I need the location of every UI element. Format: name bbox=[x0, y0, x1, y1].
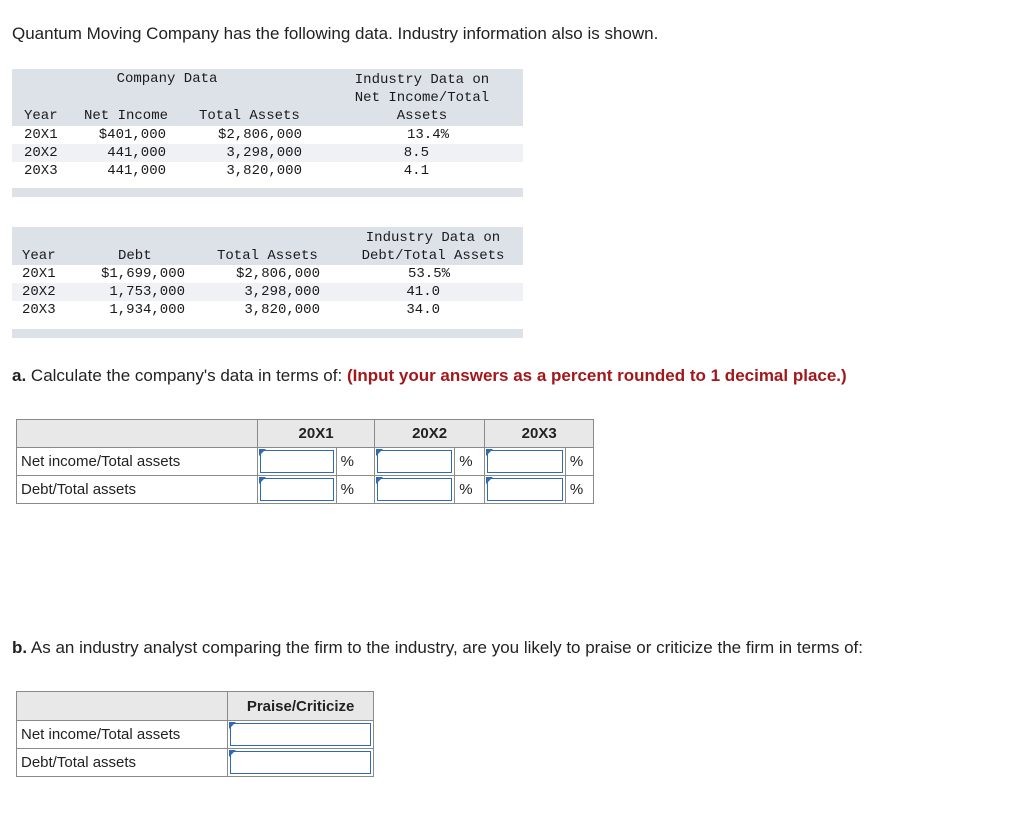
col-year: Year bbox=[22, 248, 56, 264]
col-year: Year bbox=[24, 108, 58, 124]
input-cell bbox=[258, 476, 336, 504]
part-b-text: As an industry analyst comparing the firm to the industry, are you likely to praise or criticize the firm in terms of: bbox=[30, 638, 863, 657]
input-marker-icon bbox=[486, 477, 493, 484]
input-marker-icon bbox=[229, 750, 236, 757]
total-assets-cell: 3,820,000 bbox=[244, 302, 320, 318]
industry-header-line1: Industry Data on bbox=[354, 72, 490, 88]
year-cell: 20X1 bbox=[22, 266, 56, 282]
input-marker-icon bbox=[376, 477, 383, 484]
percent-unit: % bbox=[455, 448, 485, 476]
debt-cell: $1,699,000 bbox=[100, 266, 185, 282]
row-label-debt-total-assets: Debt/Total assets bbox=[17, 749, 228, 777]
industry-cell: 4.1 bbox=[403, 163, 429, 179]
praise-criticize-select-debt[interactable] bbox=[230, 751, 371, 774]
industry-cell: 13.4% bbox=[406, 127, 449, 143]
input-marker-icon bbox=[229, 722, 236, 729]
footer-band bbox=[12, 188, 523, 197]
total-assets-cell: 3,298,000 bbox=[226, 145, 302, 161]
answer-input-debt-20x1[interactable] bbox=[260, 478, 333, 501]
col-debt: Debt bbox=[118, 248, 152, 264]
percent-unit: % bbox=[336, 476, 374, 504]
total-assets-cell: $2,806,000 bbox=[235, 266, 320, 282]
part-a-question bbox=[12, 366, 847, 386]
answer-input-net-income-20x3[interactable] bbox=[487, 450, 562, 473]
input-cell bbox=[485, 476, 565, 504]
row-label-net-income-total-assets: Net income/Total assets bbox=[17, 721, 228, 749]
select-cell bbox=[228, 721, 374, 749]
select-cell bbox=[228, 749, 374, 777]
part-b-answer-table bbox=[16, 691, 374, 777]
industry-header-line1: Industry Data on bbox=[365, 230, 501, 246]
net-income-cell: $401,000 bbox=[98, 127, 166, 143]
col-net-income: Net Income bbox=[84, 108, 169, 124]
answer-input-net-income-20x1[interactable] bbox=[260, 450, 333, 473]
total-assets-cell: 3,298,000 bbox=[244, 284, 320, 300]
company-data-header: Company Data bbox=[116, 71, 218, 87]
part-a-answer-table bbox=[16, 419, 594, 504]
year-cell: 20X2 bbox=[22, 284, 56, 300]
part-b-label: b. bbox=[12, 638, 28, 657]
net-income-cell: 441,000 bbox=[107, 145, 166, 161]
percent-unit: % bbox=[565, 448, 593, 476]
debt-cell: 1,753,000 bbox=[109, 284, 185, 300]
total-assets-cell: 3,820,000 bbox=[226, 163, 302, 179]
industry-header-line3: Assets bbox=[396, 108, 448, 124]
percent-unit: % bbox=[455, 476, 485, 504]
input-cell bbox=[374, 448, 454, 476]
input-marker-icon bbox=[376, 449, 383, 456]
industry-cell: 53.5% bbox=[407, 266, 450, 282]
input-marker-icon bbox=[259, 449, 266, 456]
part-a-text: Calculate the company's data in terms of: bbox=[30, 366, 343, 385]
total-assets-cell: $2,806,000 bbox=[217, 127, 302, 143]
input-marker-icon bbox=[259, 477, 266, 484]
industry-cell: 41.0 bbox=[406, 284, 440, 300]
net-income-cell: 441,000 bbox=[107, 163, 166, 179]
debt-data-table bbox=[12, 227, 523, 338]
answer-input-debt-20x3[interactable] bbox=[487, 478, 562, 501]
part-a-label: a. bbox=[12, 366, 27, 385]
col-total-assets: Total Assets bbox=[199, 108, 300, 124]
year-cell: 20X1 bbox=[24, 127, 58, 143]
input-cell bbox=[485, 448, 565, 476]
praise-criticize-select-net-income[interactable] bbox=[230, 723, 371, 746]
debt-cell: 1,934,000 bbox=[109, 302, 185, 318]
col-20x3-header: 20X3 bbox=[485, 420, 594, 448]
header-empty-cell bbox=[17, 692, 228, 721]
input-marker-icon bbox=[486, 449, 493, 456]
part-b-question bbox=[12, 638, 863, 658]
row-label-debt-total-assets: Debt/Total assets bbox=[17, 476, 258, 504]
intro-text: Quantum Moving Company has the following data. Industry information also is shown. bbox=[12, 24, 659, 43]
header-empty-cell bbox=[17, 420, 258, 448]
input-cell bbox=[258, 448, 336, 476]
industry-header-line2: Net Income/Total bbox=[354, 90, 490, 106]
row-label-net-income-total-assets: Net income/Total assets bbox=[17, 448, 258, 476]
col-20x1-header: 20X1 bbox=[258, 420, 375, 448]
industry-header-line2: Debt/Total Assets bbox=[361, 248, 505, 264]
answer-input-net-income-20x2[interactable] bbox=[377, 450, 452, 473]
col-20x2-header: 20X2 bbox=[374, 420, 485, 448]
answer-input-debt-20x2[interactable] bbox=[377, 478, 452, 501]
year-cell: 20X3 bbox=[22, 302, 56, 318]
year-cell: 20X2 bbox=[24, 145, 58, 161]
footer-band bbox=[12, 329, 523, 338]
input-cell bbox=[374, 476, 454, 504]
net-income-data-table bbox=[12, 69, 523, 197]
industry-cell: 8.5 bbox=[403, 145, 429, 161]
praise-criticize-header: Praise/Criticize bbox=[228, 692, 374, 721]
percent-unit: % bbox=[565, 476, 593, 504]
col-total-assets: Total Assets bbox=[217, 248, 318, 264]
industry-cell: 34.0 bbox=[406, 302, 440, 318]
part-a-instruction: (Input your answers as a percent rounded to 1 decimal place.) bbox=[346, 366, 847, 385]
year-cell: 20X3 bbox=[24, 163, 58, 179]
percent-unit: % bbox=[336, 448, 374, 476]
